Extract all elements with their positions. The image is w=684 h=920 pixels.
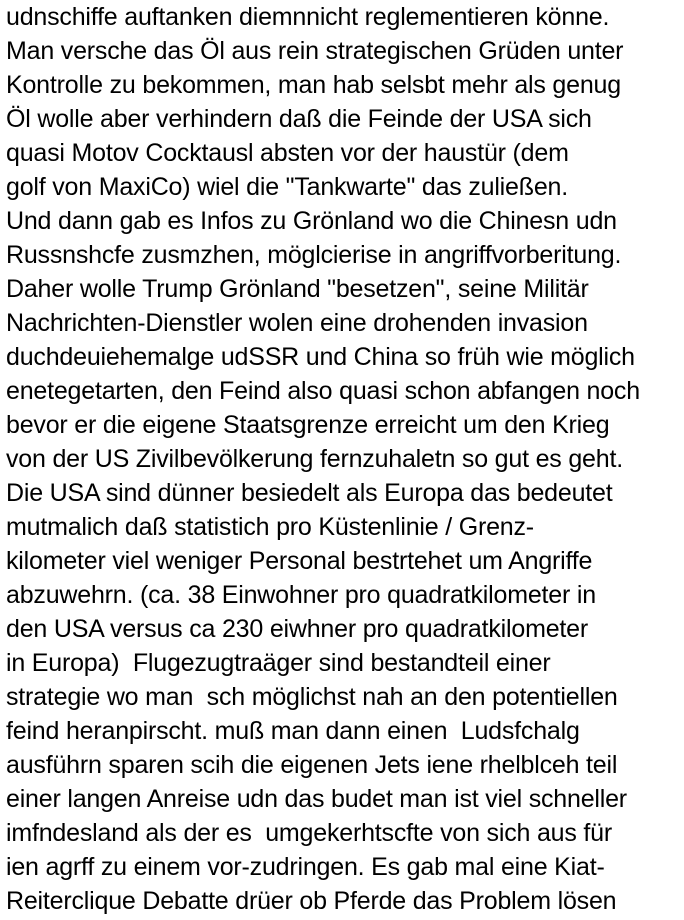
- text-line: imfndesland als der es umgekerhtscfte von sich aus für: [6, 819, 612, 847]
- text-line: Man versche das Öl aus rein strategischen Grüden unter: [6, 37, 624, 65]
- text-line: Und dann gab es Infos zu Grönland wo die Chinesn udn: [6, 207, 617, 235]
- text-line: Russnshcfe zusmzhen, möglcierise in angriffvorberitung.: [6, 241, 622, 269]
- text-line: kilometer viel weniger Personal bestrtehet um Angriffe: [6, 547, 593, 575]
- text-line: ien agrff zu einem vor-zudringen. Es gab mal eine Kiat-: [6, 853, 605, 881]
- body-text: [6, 0, 682, 918]
- text-line: Die USA sind dünner besiedelt als Europa das bedeutet: [6, 479, 613, 507]
- text-line: Öl wolle aber verhindern daß die Feinde der USA sich: [6, 105, 592, 133]
- text-line: einer langen Anreise udn das budet man ist viel schneller: [6, 785, 627, 813]
- text-line: strategie wo man sch möglichst nah an den potentiellen: [6, 683, 618, 711]
- text-line: in Europa) Flugezugtraäger sind bestandteil einer: [6, 649, 551, 677]
- text-line: enetegetarten, den Feind also quasi schon abfangen noch: [6, 377, 640, 405]
- text-line: Kontrolle zu bekommen, man hab selsbt mehr als genug: [6, 71, 621, 99]
- text-line: udnschiffe auftanken diemnnicht reglementieren könne.: [6, 3, 610, 31]
- text-line: Nachrichten-Dienstler wolen eine drohenden invasion: [6, 309, 588, 337]
- text-line: den USA versus ca 230 eiwhner pro quadratkilometer: [6, 615, 588, 643]
- text-line: mutmalich daß statistich pro Küstenlinie / Grenz-: [6, 513, 534, 541]
- text-line: Daher wolle Trump Grönland "besetzen", seine Militär: [6, 275, 589, 303]
- text-line: von der US Zivilbevölkerung fernzuhaletn so gut es geht.: [6, 445, 623, 473]
- text-line: Reiterclique Debatte drüer ob Pferde das Problem lösen: [6, 887, 617, 915]
- text-line: abzuwehrn. (ca. 38 Einwohner pro quadratkilometer in: [6, 581, 596, 609]
- text-line: feind heranpirscht. muß man dann einen Ludsfchalg: [6, 717, 580, 745]
- text-line: quasi Motov Cocktausl absten vor der haustür (dem: [6, 139, 569, 167]
- text-line: golf von MaxiCo) wiel die "Tankwarte" das zuließen.: [6, 173, 568, 201]
- text-line: bevor er die eigene Staatsgrenze erreicht um den Krieg: [6, 411, 610, 439]
- text-line: ausführn sparen scih die eigenen Jets iene rhelblceh teil: [6, 751, 618, 779]
- text-line: duchdeuiehemalge udSSR und China so früh wie möglich: [6, 343, 635, 371]
